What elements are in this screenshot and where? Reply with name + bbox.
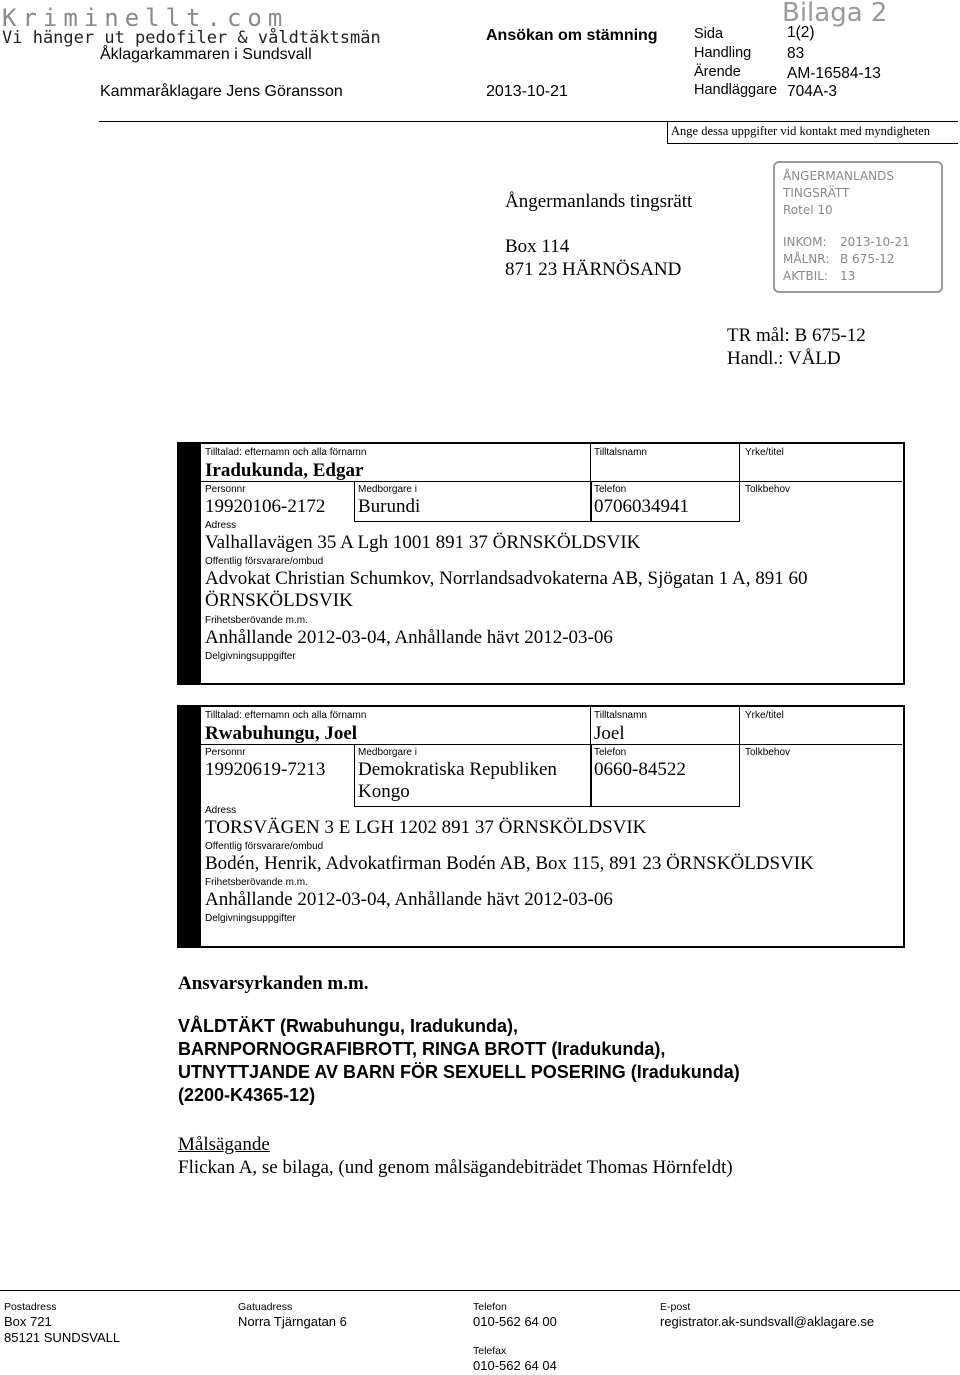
defendant-2-address-label: Adress [205, 805, 237, 816]
defendant-1-number: 1 [184, 460, 194, 481]
defendant-2-phone-label: Telefon [594, 747, 627, 758]
claims-heading: Ansvarsyrkanden m.m. [178, 973, 369, 994]
defendant-2-custody-label: Frihetsberövande m.m. [205, 877, 308, 888]
defendant-1-service-label: Delgivningsuppgifter [205, 651, 296, 662]
claim-line-3: UTNYTTJANDE AV BARN FÖR SEXUELL POSERING (Iradukunda) [178, 1062, 740, 1082]
bilaga-label: Bilaga 2 [782, 0, 888, 28]
defendant-2-number: 2 [184, 723, 194, 744]
stamp-line3: Rotel 10 [783, 203, 833, 217]
stamp-aktbil-value: 13 [840, 269, 856, 283]
plaintiff-text: Flickan A, se bilaga, (und genom målsägandebiträdet Thomas Hörnfeldt) [178, 1157, 733, 1178]
watermark-tagline: Vi hänger ut pedofiler & våldtäktsmän [2, 28, 381, 48]
defendant-1-name: Iradukunda, Edgar [205, 460, 364, 481]
defendant-1-interpreter-label: Tolkbehov [745, 484, 791, 495]
footer-postal-label: Postadress [4, 1301, 57, 1313]
defendant-1-address-label: Adress [205, 520, 237, 531]
court-city: 871 23 HÄRNÖSAND [505, 259, 682, 280]
document-title: Ansökan om stämning [486, 27, 658, 44]
defendant-2-defender-line1: Bodén, Henrik, Advokatfirman Bodén AB, Box 115, 891 23 ÖRNSKÖLDSVIK [205, 853, 814, 874]
field-value-sida: 1(2) [787, 24, 815, 41]
defendant-2-nickname: Joel [594, 723, 625, 744]
footer-street-label: Gatuadress [238, 1301, 293, 1313]
handling-type: Handl.: VÅLD [727, 348, 841, 369]
stamp-malnr-value: B 675-12 [840, 252, 895, 266]
defendant-1-defender-line2: ÖRNSKÖLDSVIK [205, 590, 353, 611]
defendant-2-custody: Anhållande 2012-03-04, Anhållande hävt 2012-03-06 [205, 889, 613, 910]
defendant-2-personnr-label: Personnr [205, 747, 246, 758]
defendant-2-nickname-label: Tilltalsnamn [594, 710, 647, 721]
field-value-arende: AM-16584-13 [787, 65, 881, 82]
defendant-2-citizen-line2: Kongo [358, 781, 410, 802]
footer-email-label: E-post [660, 1301, 691, 1313]
defendant-2-citizen-label: Medborgare i [358, 747, 417, 758]
defendant-1-row-divider-right [738, 481, 902, 482]
court-box: Box 114 [505, 236, 570, 257]
claim-line-2: BARNPORNOGRAFIBROTT, RINGA BROTT (Iradukunda), [178, 1039, 666, 1059]
footer-postal-line1: Box 721 [4, 1314, 52, 1329]
defendant-2-name-label: Tilltalad: efternamn och alla förnamn [205, 710, 367, 721]
claim-line-4: (2200-K4365-12) [178, 1085, 316, 1105]
stamp-malnr-label: MÅLNR: [783, 252, 830, 266]
defendant-1-address: Valhallavägen 35 A Lgh 1001 891 37 ÖRNSKÖLDSVIK [205, 532, 641, 553]
field-label-sida: Sida [694, 26, 724, 42]
field-label-arende: Ärende [694, 64, 741, 80]
defendant-1-defender-label: Offentlig försvarare/ombud [205, 556, 324, 567]
defendant-1-citizen-label: Medborgare i [358, 484, 417, 495]
footer-fax-value: 010-562 64 04 [473, 1358, 557, 1373]
defendant-1-custody: Anhållande 2012-03-04, Anhållande hävt 2012-03-06 [205, 627, 613, 648]
footer-phone-value: 010-562 64 00 [473, 1314, 557, 1329]
tr-case-number: TR mål: B 675-12 [727, 325, 866, 346]
footer-fax-label: Telefax [473, 1345, 507, 1357]
watermark-site: Kriminellt.com [2, 4, 289, 32]
footer-email-value: registrator.ak-sundsvall@aklagare.se [660, 1314, 875, 1329]
defendant-2-personnr: 19920619-7213 [205, 759, 326, 780]
field-value-handling: 83 [787, 45, 805, 62]
footer-street-value: Norra Tjärngatan 6 [238, 1314, 347, 1329]
defendant-1-phone-label: Telefon [594, 484, 627, 495]
field-label-handling: Handling [694, 45, 752, 61]
stamp-inkom-value: 2013-10-21 [840, 235, 910, 249]
contact-note: Ange dessa uppgifter vid kontakt med myndigheten [671, 124, 930, 138]
defendant-2-row-divider-right [738, 744, 902, 745]
defendant-1-custody-label: Frihetsberövande m.m. [205, 615, 308, 626]
defendant-1-personnr-label: Personnr [205, 484, 246, 495]
court-name: Ångermanlands tingsrätt [505, 191, 693, 212]
defendant-2-occupation-label: Yrke/titel [745, 710, 784, 721]
document-date: 2013-10-21 [486, 83, 568, 100]
claim-line-1: VÅLDTÄKT (Rwabuhungu, Iradukunda), [178, 1016, 518, 1036]
defendant-1-citizen: Burundi [358, 496, 421, 517]
defendant-2-citizen-line1: Demokratiska Republiken [358, 759, 557, 780]
defendant-2-service-label: Delgivningsuppgifter [205, 913, 296, 924]
stamp-line2: TINGSRÄTT [783, 186, 850, 200]
field-value-handlaggare: 704A-3 [787, 83, 837, 100]
prosecutor-name: Kammaråklagare Jens Göransson [100, 83, 343, 100]
defendant-1-personnr: 19920106-2172 [205, 496, 326, 517]
field-label-handlaggare: Handläggare [694, 82, 778, 98]
office-name: Åklagarkammaren i Sundsvall [100, 46, 312, 63]
defendant-2-address: TORSVÄGEN 3 E LGH 1202 891 37 ÖRNSKÖLDSVIK [205, 817, 647, 838]
plaintiff-heading: Målsägande [178, 1134, 270, 1155]
stamp-inkom-label: INKOM: [783, 235, 827, 249]
footer-phone-label: Telefon [473, 1301, 507, 1313]
stamp-line1: ÅNGERMANLANDS [783, 169, 894, 183]
defendant-2-name: Rwabuhungu, Joel [205, 723, 358, 744]
defendant-1-defender-line1: Advokat Christian Schumkov, Norrlandsadvokaterna AB, Sjögatan 1 A, 891 60 [205, 568, 808, 589]
defendant-2-interpreter-label: Tolkbehov [745, 747, 791, 758]
defendant-2-phone: 0660-84522 [594, 759, 686, 780]
defendant-1-name-label: Tilltalad: efternamn och alla förnamn [205, 447, 367, 458]
footer-divider [0, 1290, 960, 1291]
defendant-1-phone: 0706034941 [594, 496, 689, 517]
defendant-2-defender-label: Offentlig försvarare/ombud [205, 841, 324, 852]
defendant-1-occupation-label: Yrke/titel [745, 447, 784, 458]
footer-postal-line2: 85121 SUNDSVALL [4, 1330, 121, 1345]
defendant-1-nickname-label: Tilltalsnamn [594, 447, 647, 458]
stamp-aktbil-label: AKTBIL: [783, 269, 828, 283]
